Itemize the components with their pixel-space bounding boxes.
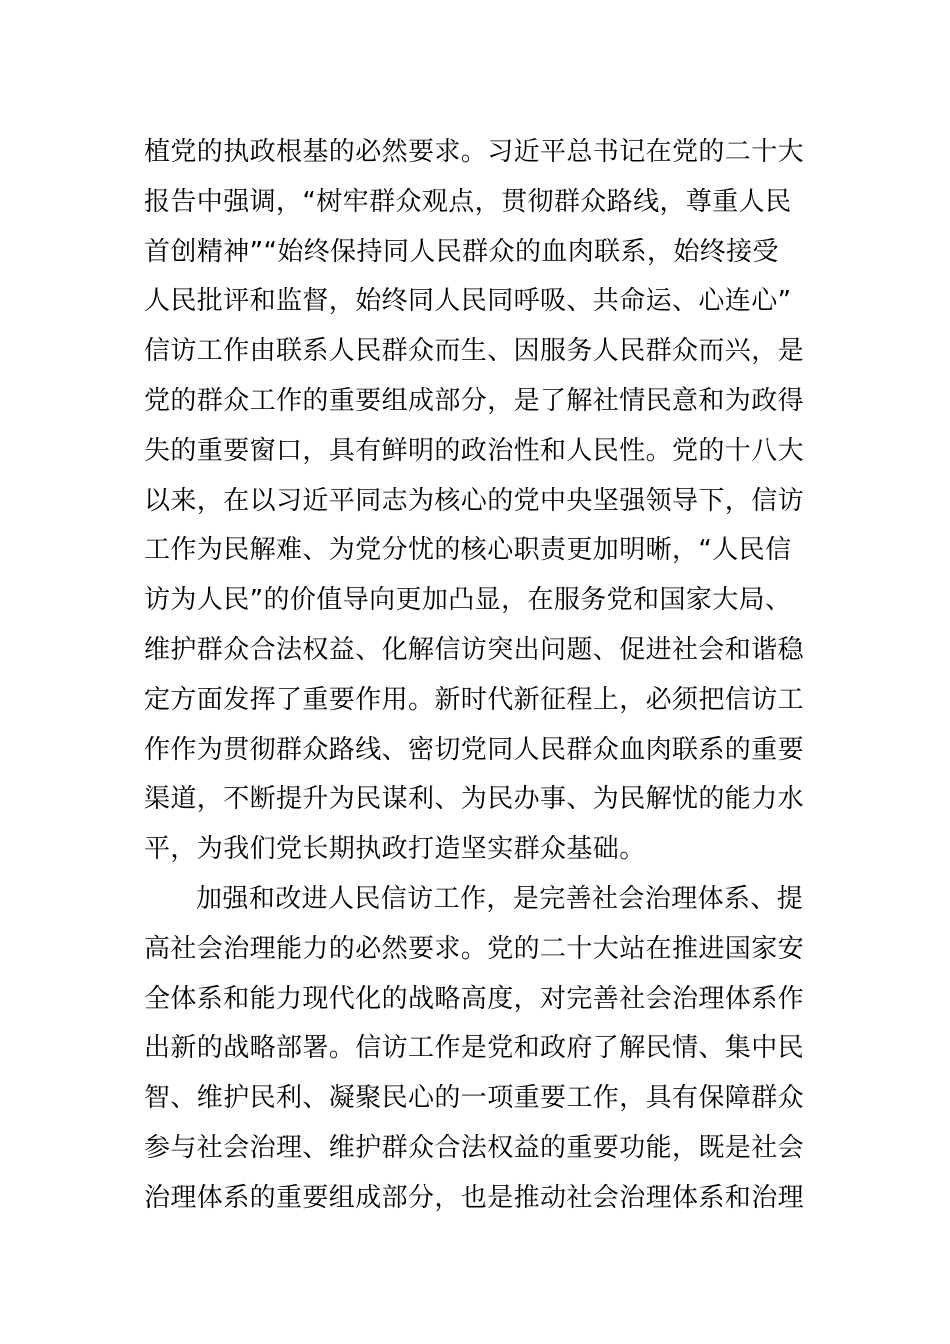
text-line: 全体系和能力现代化的战略高度，对完善社会治理体系作 xyxy=(144,983,805,1014)
text-line: 维护群众合法权益、化解信访突出问题、促进社会和谐稳 xyxy=(144,634,805,665)
text-line: 治理体系的重要组成部分，也是推动社会治理体系和治理 xyxy=(144,1182,805,1213)
text-line: 植党的执政根基的必然要求。习近平总书记在党的二十大 xyxy=(144,137,805,167)
text-line: 以来，在以习近平同志为核心的党中央坚强领导下，信访 xyxy=(144,485,805,516)
text-line: 访为人民”的价值导向更加凸显，在服务党和国家大局、 xyxy=(144,585,792,616)
text-line: 高社会治理能力的必然要求。党的二十大站在推进国家安 xyxy=(144,933,805,964)
text-line: 报告中强调，“树牢群众观点，贯彻群众路线，尊重人民 xyxy=(144,186,792,217)
text-line: 作作为贯彻群众路线、密切党同人民群众血肉联系的重要 xyxy=(144,734,805,765)
text-line: 失的重要窗口，具有鲜明的政治性和人民性。党的十八大 xyxy=(144,435,805,466)
text-line: 参与社会治理、维护群众合法权益的重要功能，既是社会 xyxy=(144,1132,805,1163)
text-line: 渠道，不断提升为民谋利、为民办事、为民解忧的能力水 xyxy=(144,784,805,815)
text-line: 出新的战略部署。信访工作是党和政府了解民情、集中民 xyxy=(144,1033,805,1064)
text-line: 工作为民解难、为党分忧的核心职责更加明晰，“人民信 xyxy=(144,535,792,566)
text-line: 党的群众工作的重要组成部分，是了解社情民意和为政得 xyxy=(144,385,805,416)
text-line: 智、维护民利、凝聚民心的一项重要工作，具有保障群众 xyxy=(144,1083,805,1114)
text-line-indented: 加强和改进人民信访工作，是完善社会治理体系、提 xyxy=(196,883,804,914)
paragraph-2 xyxy=(144,875,814,1224)
text-line: 平，为我们党长期执政打造坚实群众基础。 xyxy=(144,834,646,865)
paragraph-1 xyxy=(144,128,814,875)
document-body xyxy=(144,128,814,1224)
text-line: 首创精神”“始终保持同人民群众的血肉联系，始终接受 xyxy=(144,236,779,267)
text-line: 信访工作由联系人民群众而生、因服务人民群众而兴，是 xyxy=(144,336,805,367)
text-line: 人民批评和监督，始终同人民同呼吸、共命运、心连心” xyxy=(144,286,792,317)
text-line: 定方面发挥了重要作用。新时代新征程上，必须把信访工 xyxy=(144,684,805,715)
